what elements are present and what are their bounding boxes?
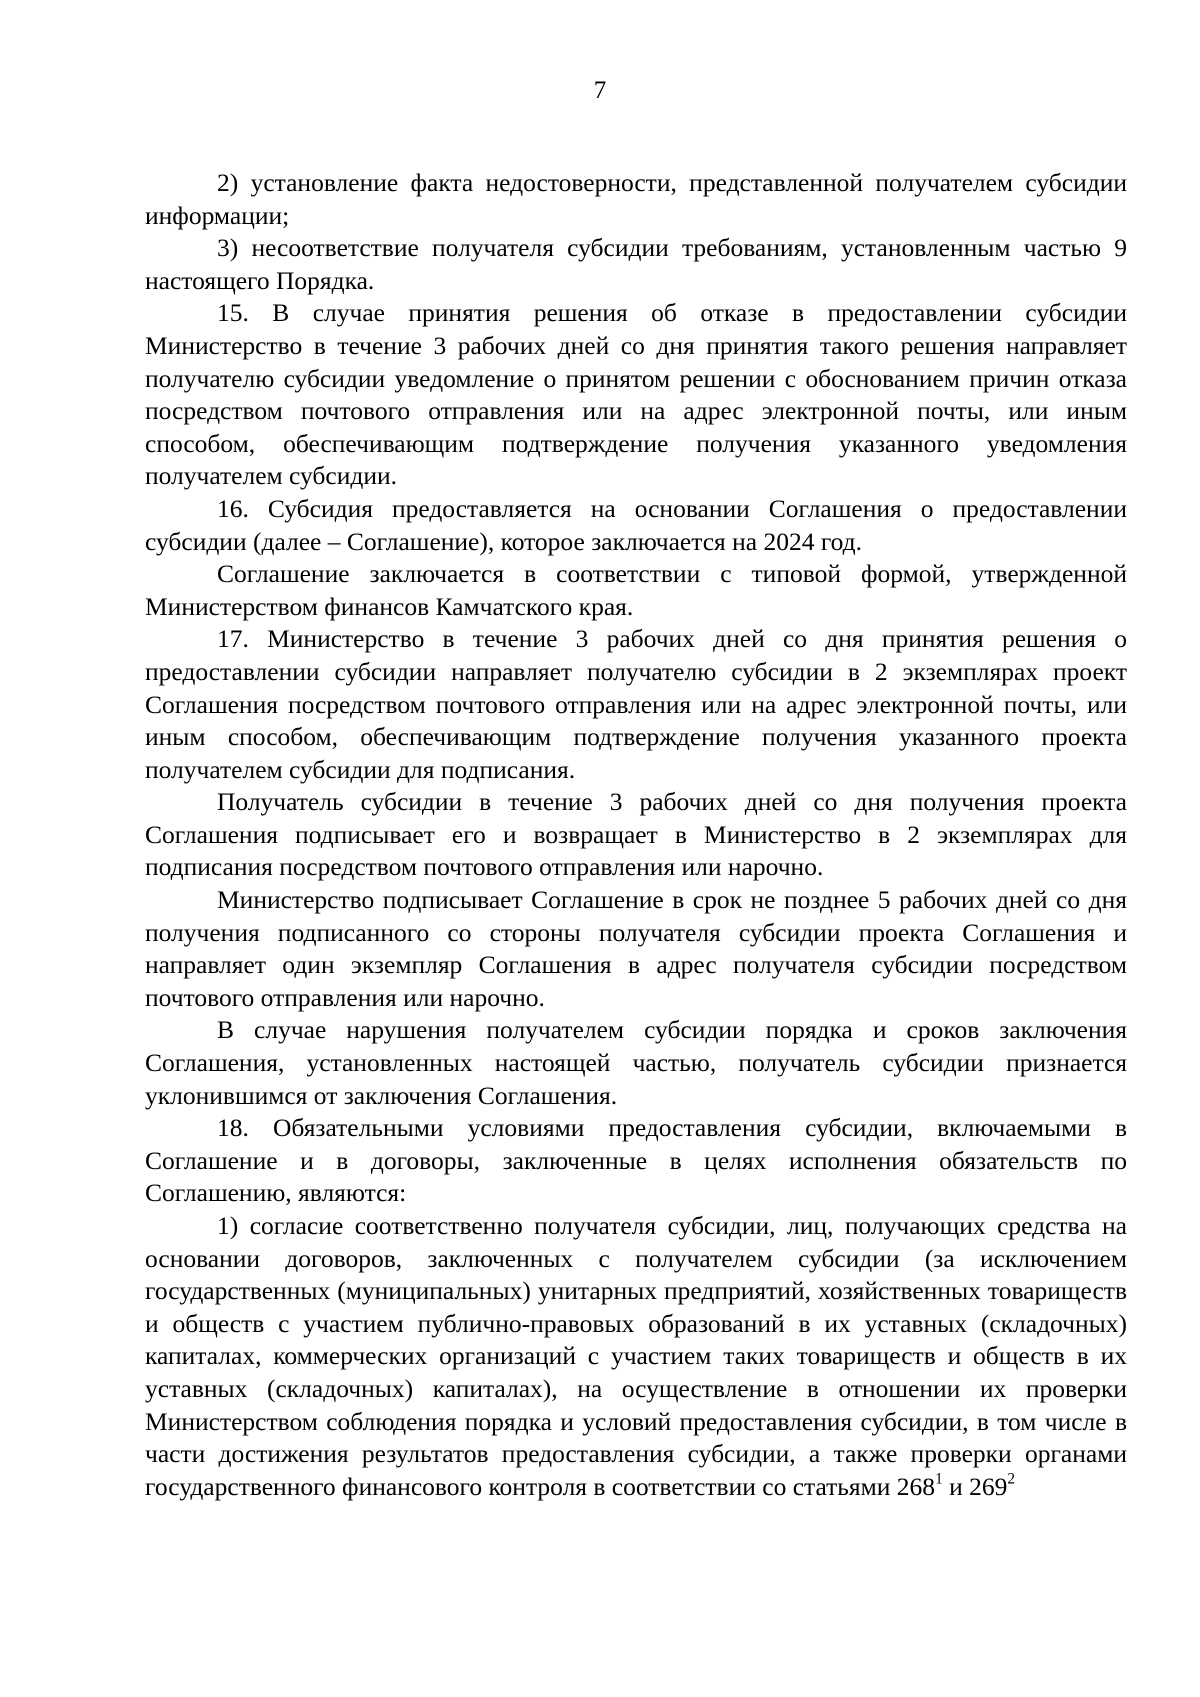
document-body: [145, 167, 1127, 1503]
paragraph-16: 16. Субсидия предоставляется на основании Соглашения о предоставлении субсидии (далее – Соглашение), которое заключается на 2024 год.: [145, 493, 1127, 556]
paragraph-17-ministry: Министерство подписывает Соглашение в срок не позднее 5 рабочих дней со дня получения подписанного со стороны получателя субсидии проекта Соглашения и направляет один экземпляр Соглашения в адрес получателя субсидии посредством почтового отправления или нарочно.: [145, 885, 1127, 1012]
paragraph-18-item-1-text: 1) согласие соответственно получателя субсидии, лиц, получающих средства на основании договоров, заключенных с получателем субсидии (за исключением государственных (муниципальных) унитарных предприятий, хозяйственных товариществ и обществ с участием публично-правовых образований в их уставных (складочных) капиталах, коммерческих организаций с участием таких товариществ и обществ в их уставных (складочных) капиталах), на осуществление в отношении их проверки Министерством соблюдения порядка и условий предоставления субсидии, в том числе в части достижения результатов предоставления субсидии, а также проверки органами государственного финансового контроля в соответствии со статьями 268: [145, 1211, 1127, 1501]
paragraph-item-2: 2) установление факта недостоверности, представленной получателем субсидии информации;: [145, 168, 1127, 230]
article-269-superscript: 2: [1007, 1470, 1016, 1488]
paragraph-18: 18. Обязательными условиями предоставления субсидии, включаемыми в Соглашение и в договоры, заключенные в целях исполнения обязательств по Соглашению, являются:: [145, 1113, 1127, 1208]
paragraph-16-form: Соглашение заключается в соответствии с типовой формой, утвержденной Министерством финансов Камчатского края.: [145, 559, 1127, 621]
article-268-superscript: 1: [935, 1470, 943, 1488]
paragraph-18-item-1: [145, 1210, 1127, 1503]
paragraph-17-violation: В случае нарушения получателем субсидии порядка и сроков заключения Соглашения, установленных настоящей частью, получатель субсидии признается уклонившимся от заключения Соглашения.: [145, 1015, 1127, 1110]
article-connector: и 269: [942, 1471, 1008, 1501]
paragraph-17: 17. Министерство в течение 3 рабочих дней со дня принятия решения о предоставлении субсидии направляет получателю субсидии в 2 экземплярах проект Соглашения посредством почтового отправления или на адрес электронной почты, или иным способом, обеспечивающим подтверждение получения указанного проекта получателем субсидии для подписания.: [145, 624, 1127, 784]
paragraph-item-3: 3) несоответствие получателя субсидии требованиям, установленным частью 9 настоящего Порядка.: [145, 233, 1127, 295]
paragraph-15: 15. В случае принятия решения об отказе в предоставлении субсидии Министерство в течение 3 рабочих дней со дня принятия такого решения направляет получателю субсидии уведомление о принятом решении с обоснованием причин отказа посредством почтового отправления или на адрес электронной почты, или иным способом, обеспечивающим подтверждение получения указанного уведомления получателем субсидии.: [145, 298, 1127, 491]
page-number: 7: [593, 77, 607, 104]
paragraph-17-signing: Получатель субсидии в течение 3 рабочих дней со дня получения проекта Соглашения подписывает его и возвращает в Министерство в 2 экземплярах для подписания посредством почтового отправления или нарочно.: [145, 787, 1127, 882]
